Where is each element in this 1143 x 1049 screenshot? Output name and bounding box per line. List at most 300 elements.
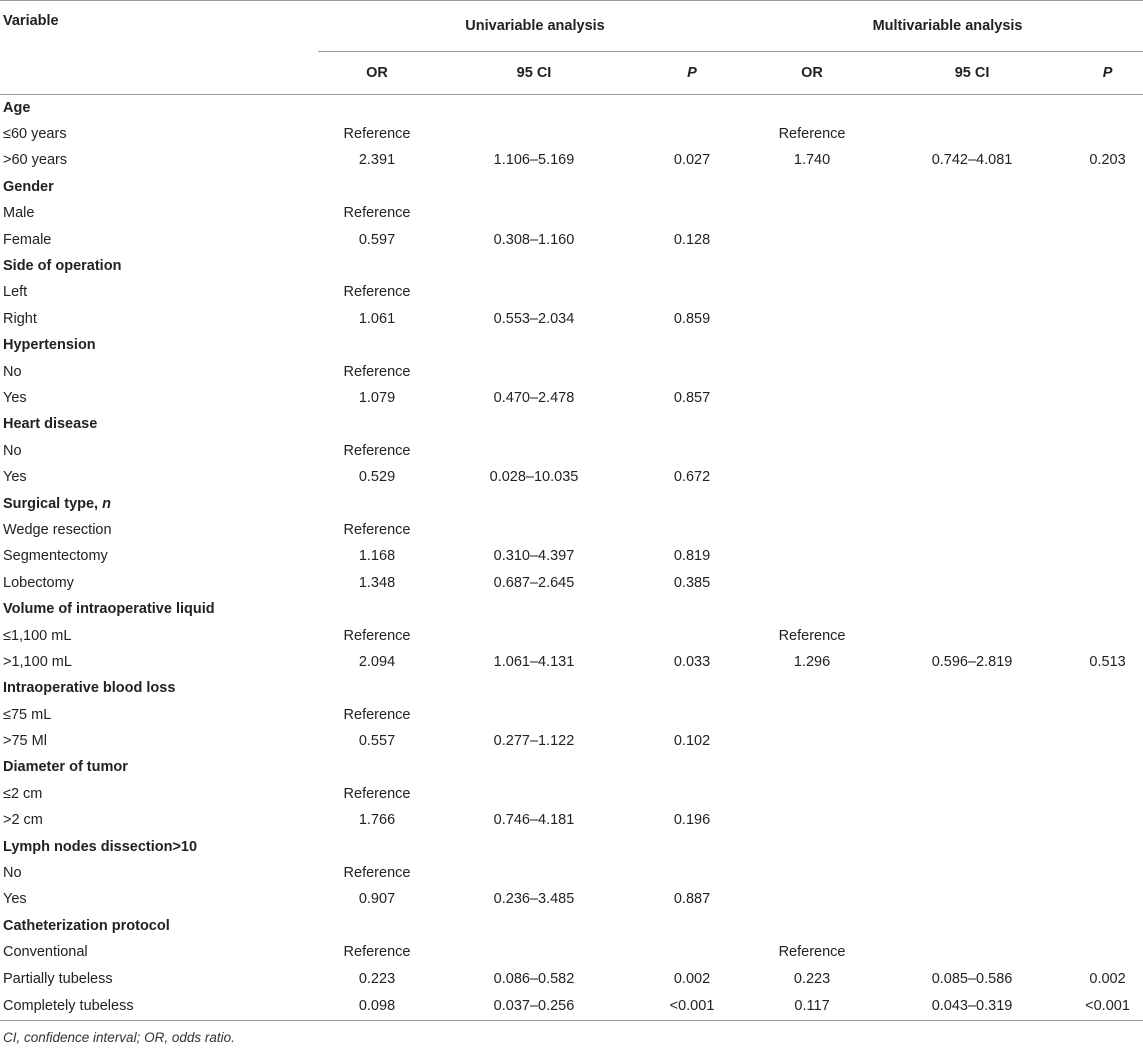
cell-m-p bbox=[1072, 200, 1143, 226]
label-text: Diameter of tumor bbox=[3, 759, 128, 776]
cell-m-or bbox=[752, 385, 872, 411]
table-row bbox=[0, 306, 1143, 332]
cell-m-p: 0.203 bbox=[1089, 152, 1126, 169]
row-label bbox=[0, 147, 318, 173]
cell-m-p bbox=[1072, 306, 1143, 332]
label-text: Catheterization protocol bbox=[3, 917, 170, 934]
cell-m-or bbox=[752, 596, 872, 622]
cell-m-p bbox=[1072, 543, 1143, 569]
row-label bbox=[0, 649, 318, 675]
cell-u-or bbox=[318, 94, 436, 121]
cell-u-or bbox=[318, 596, 436, 622]
row-label bbox=[0, 807, 318, 833]
cell-m-ci: 0.742–4.081 bbox=[931, 152, 1013, 169]
cell-u-ci bbox=[436, 675, 632, 701]
cell-u-or bbox=[318, 174, 436, 200]
cell-m-p bbox=[1072, 781, 1143, 807]
section-label bbox=[0, 94, 318, 121]
cell-u-p bbox=[632, 781, 752, 807]
cell-u-ci: 0.028–10.035 bbox=[489, 469, 579, 486]
section-row bbox=[0, 754, 1143, 780]
table-body bbox=[0, 94, 1143, 1020]
cell-m-ci bbox=[872, 701, 1072, 727]
cell-u-ci bbox=[436, 517, 632, 543]
cell-m-p bbox=[1072, 385, 1143, 411]
cell-m-or: 1.740 bbox=[793, 152, 831, 169]
label-text: No bbox=[3, 363, 22, 380]
cell-m-or bbox=[752, 833, 872, 859]
cell-u-ci: 1.061–4.131 bbox=[493, 653, 575, 670]
cell-m-p: <0.001 bbox=[1072, 992, 1143, 1021]
section-label bbox=[0, 833, 318, 859]
header-u-or: OR bbox=[366, 64, 388, 81]
cell-u-or bbox=[318, 913, 436, 939]
table-row bbox=[0, 939, 1143, 965]
table-row bbox=[0, 701, 1143, 727]
cell-u-or: 0.557 bbox=[358, 733, 396, 750]
section-row bbox=[0, 490, 1143, 516]
cell-m-p bbox=[1072, 358, 1143, 384]
cell-m-p bbox=[1072, 517, 1143, 543]
cell-u-ci: 1.106–5.169 bbox=[493, 152, 575, 169]
header-multivariable: Multivariable analysis bbox=[752, 1, 1143, 52]
cell-u-ci bbox=[436, 200, 632, 226]
cell-m-p bbox=[1072, 438, 1143, 464]
header-m-p: P bbox=[1102, 64, 1113, 81]
cell-m-or bbox=[752, 279, 872, 305]
cell-u-p: 0.819 bbox=[673, 548, 711, 565]
header-row-columns bbox=[0, 51, 1143, 94]
cell-m-or bbox=[752, 754, 872, 780]
cell-m-ci: 0.596–2.819 bbox=[931, 653, 1013, 670]
cell-u-p bbox=[632, 675, 752, 701]
cell-m-p bbox=[1072, 807, 1143, 833]
label-text: >1,100 mL bbox=[3, 653, 72, 670]
cell-u-p bbox=[632, 332, 752, 358]
cell-m-ci bbox=[872, 833, 1072, 859]
row-label bbox=[0, 781, 318, 807]
cell-m-or bbox=[752, 200, 872, 226]
header-u-ci: 95 CI bbox=[516, 64, 552, 81]
cell-u-or: Reference bbox=[343, 944, 411, 961]
cell-m-p bbox=[1072, 675, 1143, 701]
cell-m-ci: 0.043–0.319 bbox=[872, 992, 1072, 1021]
cell-u-p bbox=[632, 754, 752, 780]
cell-m-p bbox=[1072, 939, 1143, 965]
cell-m-ci bbox=[872, 306, 1072, 332]
cell-m-or bbox=[752, 543, 872, 569]
cell-m-p bbox=[1072, 728, 1143, 754]
cell-m-or bbox=[752, 570, 872, 596]
cell-u-or: 0.098 bbox=[318, 992, 436, 1021]
cell-m-p bbox=[1072, 886, 1143, 912]
table-row bbox=[0, 622, 1143, 648]
cell-m-or: Reference bbox=[778, 627, 846, 644]
cell-u-or: 1.061 bbox=[358, 310, 396, 327]
section-row bbox=[0, 411, 1143, 437]
row-label bbox=[0, 517, 318, 543]
cell-m-or bbox=[752, 886, 872, 912]
cell-m-or bbox=[752, 860, 872, 886]
label-text: Surgical type, bbox=[3, 495, 103, 512]
table-row bbox=[0, 649, 1143, 675]
section-label bbox=[0, 596, 318, 622]
cell-u-p bbox=[632, 701, 752, 727]
cell-m-ci bbox=[872, 675, 1072, 701]
cell-m-ci bbox=[872, 490, 1072, 516]
header-univariable: Univariable analysis bbox=[318, 1, 752, 52]
cell-m-ci bbox=[872, 913, 1072, 939]
cell-u-or: 1.766 bbox=[358, 812, 396, 829]
cell-m-ci bbox=[872, 781, 1072, 807]
table-row bbox=[0, 200, 1143, 226]
section-row bbox=[0, 332, 1143, 358]
cell-m-ci bbox=[872, 438, 1072, 464]
row-label bbox=[0, 226, 318, 252]
cell-u-ci: 0.687–2.645 bbox=[493, 574, 575, 591]
cell-u-ci bbox=[436, 94, 632, 121]
table-row bbox=[0, 543, 1143, 569]
cell-u-or: 2.094 bbox=[358, 653, 396, 670]
label-text: No bbox=[3, 865, 22, 882]
cell-m-or bbox=[752, 701, 872, 727]
row-label bbox=[0, 622, 318, 648]
cell-m-or bbox=[752, 358, 872, 384]
cell-u-or: 0.597 bbox=[358, 231, 396, 248]
label-text: Gender bbox=[3, 178, 54, 195]
cell-u-ci: 0.746–4.181 bbox=[493, 812, 575, 829]
cell-m-or: 1.296 bbox=[793, 653, 831, 670]
row-label bbox=[0, 728, 318, 754]
header-m-ci: 95 CI bbox=[954, 64, 990, 81]
label-text: Completely tubeless bbox=[3, 997, 134, 1014]
cell-u-or: Reference bbox=[343, 363, 411, 380]
cell-u-ci bbox=[436, 358, 632, 384]
cell-u-p: 0.128 bbox=[673, 231, 711, 248]
cell-u-ci bbox=[436, 939, 632, 965]
cell-m-p bbox=[1072, 332, 1143, 358]
cell-u-or: Reference bbox=[343, 865, 411, 882]
cell-u-p bbox=[632, 596, 752, 622]
row-label bbox=[0, 939, 318, 965]
cell-m-p bbox=[1072, 94, 1143, 121]
table-row bbox=[0, 570, 1143, 596]
label-text: Segmentectomy bbox=[3, 548, 108, 565]
cell-m-ci bbox=[872, 517, 1072, 543]
section-label bbox=[0, 411, 318, 437]
row-label bbox=[0, 200, 318, 226]
label-text: Right bbox=[3, 310, 37, 327]
table-row bbox=[0, 438, 1143, 464]
cell-u-p: 0.857 bbox=[673, 389, 711, 406]
cell-u-p bbox=[632, 200, 752, 226]
row-label bbox=[0, 438, 318, 464]
cell-m-p bbox=[1072, 754, 1143, 780]
cell-u-p: 0.859 bbox=[673, 310, 711, 327]
cell-m-or bbox=[752, 913, 872, 939]
label-text: Lymph nodes dissection>10 bbox=[3, 838, 198, 855]
cell-u-ci: 0.236–3.485 bbox=[493, 891, 575, 908]
label-text: Heart disease bbox=[3, 416, 98, 433]
section-label bbox=[0, 490, 318, 516]
cell-m-ci bbox=[872, 728, 1072, 754]
cell-u-ci bbox=[436, 332, 632, 358]
header-m-or: OR bbox=[801, 64, 823, 81]
cell-u-p: 0.196 bbox=[673, 812, 711, 829]
cell-m-or bbox=[752, 517, 872, 543]
cell-u-p bbox=[632, 253, 752, 279]
table-row bbox=[0, 517, 1143, 543]
cell-m-or bbox=[752, 174, 872, 200]
label-text: Wedge resection bbox=[3, 521, 112, 538]
cell-u-p bbox=[632, 939, 752, 965]
cell-m-p: 0.002 bbox=[1089, 970, 1126, 987]
cell-u-or: 0.529 bbox=[358, 469, 396, 486]
row-label bbox=[0, 464, 318, 490]
section-row bbox=[0, 253, 1143, 279]
cell-u-ci: 0.308–1.160 bbox=[493, 231, 575, 248]
footnote: CI, confidence interval; OR, odds ratio. bbox=[3, 1030, 235, 1045]
cell-u-or: 1.079 bbox=[358, 389, 396, 406]
cell-u-ci bbox=[436, 833, 632, 859]
label-text: ≤2 cm bbox=[3, 785, 43, 802]
label-text: ≤75 mL bbox=[3, 706, 52, 723]
cell-m-or bbox=[752, 675, 872, 701]
label-text: >2 cm bbox=[3, 812, 43, 829]
row-label bbox=[0, 886, 318, 912]
cell-m-ci bbox=[872, 807, 1072, 833]
cell-u-or: Reference bbox=[343, 521, 411, 538]
cell-m-or bbox=[752, 411, 872, 437]
cell-u-ci: 0.470–2.478 bbox=[493, 389, 575, 406]
cell-u-ci bbox=[436, 701, 632, 727]
cell-m-or: 0.117 bbox=[752, 992, 872, 1021]
cell-u-or: 0.223 bbox=[358, 970, 396, 987]
row-label bbox=[0, 701, 318, 727]
label-text: Yes bbox=[3, 469, 27, 486]
cell-u-ci: 0.310–4.397 bbox=[493, 548, 575, 565]
cell-m-or bbox=[752, 438, 872, 464]
cell-m-p: 0.513 bbox=[1089, 653, 1126, 670]
cell-u-p bbox=[632, 833, 752, 859]
cell-u-ci: 0.277–1.122 bbox=[493, 733, 575, 750]
cell-m-p bbox=[1072, 411, 1143, 437]
section-label bbox=[0, 332, 318, 358]
cell-m-ci bbox=[872, 332, 1072, 358]
label-text: Volume of intraoperative liquid bbox=[3, 601, 215, 618]
cell-m-or bbox=[752, 781, 872, 807]
cell-m-p bbox=[1072, 226, 1143, 252]
cell-m-p bbox=[1072, 860, 1143, 886]
header-variable: Variable bbox=[3, 13, 59, 29]
table-row bbox=[0, 728, 1143, 754]
label-text: Partially tubeless bbox=[3, 970, 113, 987]
cell-m-or bbox=[752, 807, 872, 833]
row-label bbox=[0, 992, 318, 1021]
table-row bbox=[0, 121, 1143, 147]
header-u-p: P bbox=[687, 64, 697, 81]
cell-u-p bbox=[632, 860, 752, 886]
cell-m-ci: 0.085–0.586 bbox=[931, 970, 1013, 987]
label-text: Male bbox=[3, 205, 35, 222]
cell-u-or bbox=[318, 833, 436, 859]
cell-m-p bbox=[1072, 622, 1143, 648]
row-label bbox=[0, 358, 318, 384]
cell-u-p bbox=[632, 174, 752, 200]
cell-u-ci bbox=[436, 174, 632, 200]
cell-m-p bbox=[1072, 253, 1143, 279]
cell-m-p bbox=[1072, 121, 1143, 147]
label-text: >60 years bbox=[3, 152, 68, 169]
header-blank bbox=[0, 51, 318, 94]
cell-u-ci bbox=[436, 121, 632, 147]
cell-u-or: 0.907 bbox=[358, 891, 396, 908]
table-row bbox=[0, 385, 1143, 411]
cell-u-p bbox=[632, 279, 752, 305]
section-label bbox=[0, 253, 318, 279]
cell-u-or: Reference bbox=[343, 442, 411, 459]
row-label bbox=[0, 121, 318, 147]
cell-u-p bbox=[632, 438, 752, 464]
label-text: ≤60 years bbox=[3, 126, 67, 143]
label-text: Conventional bbox=[3, 944, 88, 961]
cell-m-or bbox=[752, 94, 872, 121]
row-label bbox=[0, 385, 318, 411]
cell-m-ci bbox=[872, 754, 1072, 780]
cell-m-or bbox=[752, 226, 872, 252]
row-label bbox=[0, 279, 318, 305]
cell-u-p bbox=[632, 121, 752, 147]
section-label bbox=[0, 675, 318, 701]
table-row bbox=[0, 147, 1143, 173]
table-row bbox=[0, 464, 1143, 490]
section-row bbox=[0, 94, 1143, 121]
cell-m-p bbox=[1072, 701, 1143, 727]
row-label bbox=[0, 860, 318, 886]
cell-m-p bbox=[1072, 174, 1143, 200]
cell-u-ci bbox=[436, 490, 632, 516]
cell-m-or: 0.223 bbox=[793, 970, 831, 987]
cell-m-p bbox=[1072, 570, 1143, 596]
section-row bbox=[0, 596, 1143, 622]
table-row bbox=[0, 226, 1143, 252]
table-row bbox=[0, 781, 1143, 807]
cell-u-or: 1.168 bbox=[358, 548, 396, 565]
cell-m-ci bbox=[872, 622, 1072, 648]
cell-u-ci bbox=[436, 279, 632, 305]
label-text: Yes bbox=[3, 389, 27, 406]
cell-u-p: <0.001 bbox=[632, 992, 752, 1021]
cell-u-p bbox=[632, 490, 752, 516]
cell-u-p bbox=[632, 411, 752, 437]
label-text: Side of operation bbox=[3, 258, 122, 275]
cell-u-p: 0.002 bbox=[673, 970, 711, 987]
cell-m-ci bbox=[872, 226, 1072, 252]
cell-m-or bbox=[752, 728, 872, 754]
cell-u-p bbox=[632, 94, 752, 121]
cell-u-or bbox=[318, 332, 436, 358]
cell-u-ci bbox=[436, 622, 632, 648]
cell-m-ci bbox=[872, 253, 1072, 279]
row-label bbox=[0, 306, 318, 332]
cell-u-or: Reference bbox=[343, 205, 411, 222]
section-label bbox=[0, 174, 318, 200]
cell-m-p bbox=[1072, 464, 1143, 490]
cell-u-or bbox=[318, 411, 436, 437]
cell-m-ci bbox=[872, 411, 1072, 437]
table-row bbox=[0, 992, 1143, 1021]
cell-m-ci bbox=[872, 279, 1072, 305]
cell-m-or bbox=[752, 253, 872, 279]
cell-m-or bbox=[752, 332, 872, 358]
cell-u-ci bbox=[436, 438, 632, 464]
table-row bbox=[0, 358, 1143, 384]
cell-m-ci bbox=[872, 570, 1072, 596]
cell-u-ci bbox=[436, 860, 632, 886]
cell-m-p bbox=[1072, 279, 1143, 305]
cell-m-or bbox=[752, 490, 872, 516]
cell-u-p: 0.672 bbox=[673, 469, 711, 486]
section-label bbox=[0, 754, 318, 780]
cell-u-p bbox=[632, 913, 752, 939]
section-row bbox=[0, 913, 1143, 939]
cell-m-ci bbox=[872, 886, 1072, 912]
cell-m-p bbox=[1072, 833, 1143, 859]
label-text: Yes bbox=[3, 891, 27, 908]
cell-u-p bbox=[632, 622, 752, 648]
cell-m-ci bbox=[872, 121, 1072, 147]
cell-u-ci bbox=[436, 253, 632, 279]
cell-u-p: 0.102 bbox=[673, 733, 711, 750]
cell-u-ci bbox=[436, 913, 632, 939]
cell-m-or bbox=[752, 306, 872, 332]
cell-u-ci: 0.086–0.582 bbox=[493, 970, 575, 987]
section-label bbox=[0, 913, 318, 939]
cell-u-ci: 0.037–0.256 bbox=[436, 992, 632, 1021]
label-text: Female bbox=[3, 231, 52, 248]
cell-u-or: 2.391 bbox=[358, 152, 396, 169]
cell-u-p bbox=[632, 358, 752, 384]
table-row bbox=[0, 860, 1143, 886]
label-text: Left bbox=[3, 284, 28, 301]
cell-u-p: 0.385 bbox=[673, 574, 711, 591]
cell-m-p bbox=[1072, 913, 1143, 939]
label-text: ≤1,100 mL bbox=[3, 627, 72, 644]
label-text: Lobectomy bbox=[3, 574, 74, 591]
cell-u-or bbox=[318, 675, 436, 701]
row-label bbox=[0, 965, 318, 991]
label-italic: n bbox=[102, 495, 111, 512]
cell-u-or: Reference bbox=[343, 785, 411, 802]
cell-u-ci bbox=[436, 754, 632, 780]
cell-u-ci bbox=[436, 781, 632, 807]
cell-u-p: 0.033 bbox=[673, 653, 711, 670]
cell-m-or bbox=[752, 464, 872, 490]
cell-u-or: Reference bbox=[343, 126, 411, 143]
cell-m-p bbox=[1072, 596, 1143, 622]
cell-u-p: 0.027 bbox=[673, 152, 711, 169]
cell-m-ci bbox=[872, 200, 1072, 226]
row-label bbox=[0, 570, 318, 596]
cell-u-or: 1.348 bbox=[358, 574, 396, 591]
label-text: Intraoperative blood loss bbox=[3, 680, 176, 697]
cell-u-or bbox=[318, 754, 436, 780]
cell-u-ci: 0.553–2.034 bbox=[493, 310, 575, 327]
section-row bbox=[0, 174, 1143, 200]
table-row bbox=[0, 279, 1143, 305]
section-row bbox=[0, 833, 1143, 859]
label-text: >75 Ml bbox=[3, 733, 47, 750]
